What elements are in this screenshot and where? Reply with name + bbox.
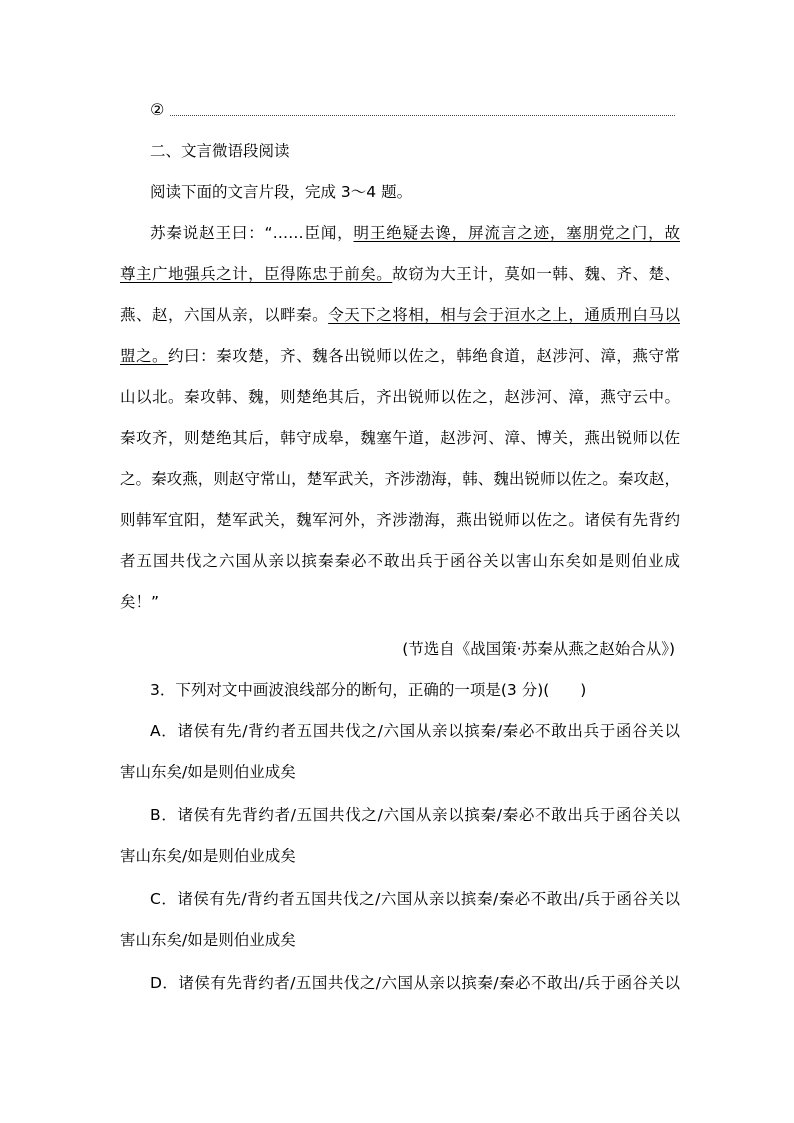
underlined-sentence: 明王绝疑去谗，屏流言之迹，塞朋党之门，故 <box>353 224 680 242</box>
passage-text: 故窃为大王计，莫如一韩、魏、齐、楚、 <box>392 265 680 283</box>
instruction-text: 阅读下面的文言片段，完成 3～4 题。 <box>150 183 413 201</box>
passage-line-1 <box>150 222 680 244</box>
passage-line-6: 秦攻齐，则楚绝其后，韩守成皋，魏塞午道，赵涉河、漳、博关，燕出锐师以佐 <box>120 429 680 447</box>
section-heading: 二、文言微语段阅读 <box>150 142 290 160</box>
answer-blank-2[interactable] <box>150 98 675 122</box>
option-c-continued: 害山东矣/如是则伯业成矣 <box>120 931 296 949</box>
option-b[interactable]: B．诸侯有先背约者/五国共伐之/六国从亲以摈秦/秦必不敢出兵于函谷关以 <box>150 806 680 824</box>
option-a-continued: 害山东矣/如是则伯业成矣 <box>120 763 296 781</box>
option-c[interactable]: C．诸侯有先/背约者五国共伐之/六国从亲以摈秦/秦必不敢出/兵于函谷关以 <box>150 890 680 908</box>
passage-text: 燕、赵，六国从亲，以畔秦。 <box>120 306 329 324</box>
passage-line-4 <box>120 345 680 367</box>
option-d[interactable]: D．诸侯有先背约者/五国共伐之/六国从亲以摈秦/秦必不敢出/兵于函谷关以 <box>150 974 680 992</box>
underlined-sentence: 令天下之将相，相与会于洹水之上，通质刑白马以 <box>328 306 680 324</box>
passage-line-7: 之。秦攻燕，则赵守常山，楚军武关，齐涉渤海，韩、魏出锐师以佐之。秦攻赵， <box>120 470 680 488</box>
option-a[interactable]: A．诸侯有先/背约者五国共伐之/六国从亲以摈秦/秦必不敢出兵于函谷关以 <box>150 722 680 740</box>
circled-number-2: ② <box>150 100 165 119</box>
passage-line-10: 矣！” <box>120 593 160 611</box>
passage-line-9-wavy: 者五国共伐之六国从亲以摈秦秦必不敢出兵于函谷关以害山东矣如是则伯业成 <box>120 552 680 570</box>
passage-text: 约曰：秦攻楚，齐、魏各出锐师以佐之，韩绝食道，赵涉河、漳，燕守常 <box>168 347 680 365</box>
passage-text: 苏秦说赵王曰：“……臣闻， <box>150 224 354 242</box>
option-b-continued: 害山东矣/如是则伯业成矣 <box>120 847 296 865</box>
question-stem: 3．下列对文中画波浪线部分的断句，正确的一项是(3 分)( ) <box>150 681 587 699</box>
passage-line-2 <box>120 263 680 285</box>
underlined-sentence: 尊主广地强兵之计，臣得陈忠于前矣。 <box>120 265 393 283</box>
source-citation: (节选自《战国策·苏秦从燕之赵始合从》) <box>402 640 675 658</box>
passage-line-5: 山以北。秦攻韩、魏，则楚绝其后，齐出锐师以佐之，赵涉河、漳，燕守云中。 <box>120 388 680 406</box>
dotted-answer-line <box>170 115 675 116</box>
passage-line-3 <box>120 304 680 326</box>
underlined-sentence: 盟之。 <box>120 347 169 365</box>
passage-line-8: 则韩军宜阳，楚军武关，魏军河外，齐涉渤海，燕出锐师以佐之。诸侯有先背约 <box>120 511 680 529</box>
